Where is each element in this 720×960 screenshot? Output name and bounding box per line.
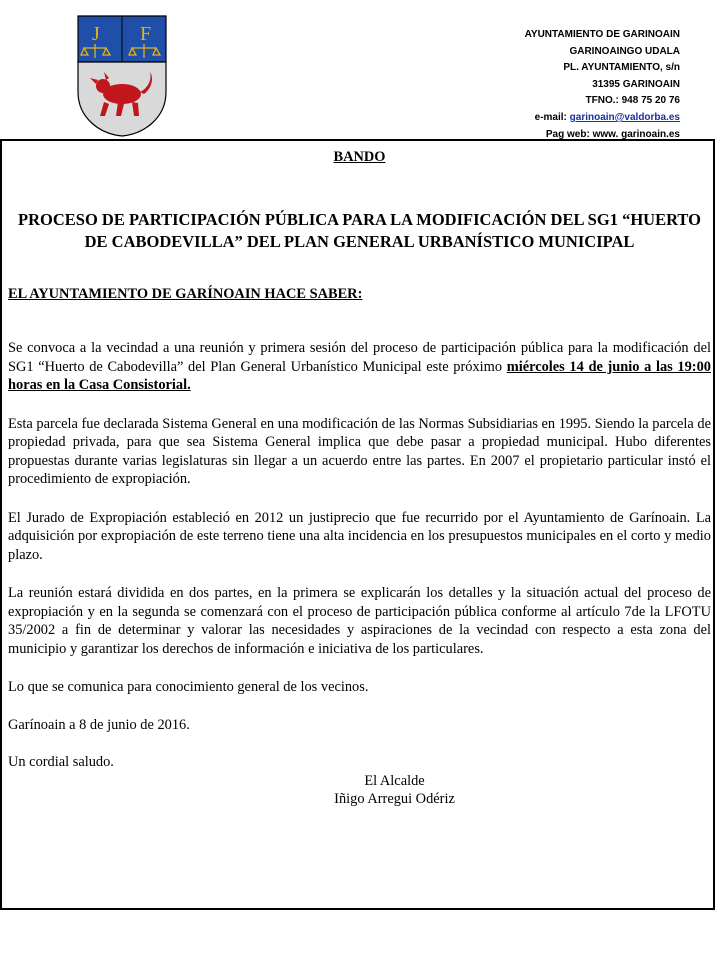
notice-title: PROCESO DE PARTICIPACIÓN PÚBLICA PARA LA MODIFICACIÓN DEL SG1 “HUERTO DE CABODEVILLA” DEL PLAN GENERAL URBANÍSTICO MUNICIPAL <box>18 209 701 251</box>
notice-heading: BANDO <box>333 149 386 165</box>
paragraph-expropriation: El Jurado de Expropiación estableció en 2012 un justiprecio que fue recurrido por el Ayuntamiento de Garínoain. La adquisición por expropiación de este terreno tiene una alta incidencia en los presupuestos municipales en el corto y medio plazo. <box>8 509 711 563</box>
paragraph-meeting-agenda: La reunión estará dividida en dos partes, en la primera se explicarán los detalles y la situación actual del proceso de expropiación y en la segunda se comenzará con el proceso de participación pública conforme al artículo 7de la LFOTU 35/2002 a fin de determinar y valorar las necesidades y aspiraciones de la vecindad con respecto a esta zona del municipio y garantizar los derechos de información e iniciativa de los particulares. <box>8 585 711 657</box>
convocation-text: Se convoca a la vecindad a una reunión y primera sesión del proceso de participación pública para la modificación del SG1 “Huerto de Cabodevilla” del Plan General Urbanístico Municipal este próximo <box>8 340 711 375</box>
paragraph-convocation <box>8 339 711 395</box>
letterhead-name-basque: GARINOAINGO UDALA <box>569 45 680 57</box>
signer-role: El Alcalde <box>364 772 425 789</box>
letterhead-email-line <box>350 110 680 127</box>
letterhead-postal-code: 31395 GARINOAIN <box>592 78 680 90</box>
letterhead-website: Pag web: www. garinoain.es <box>545 128 680 140</box>
place-and-date: Garínoain a 8 de junio de 2016. <box>8 716 190 733</box>
meeting-date: miércoles 14 de junio a las 19:00 horas en la Casa Consistorial. <box>8 358 711 393</box>
paragraph-background: Esta parcela fue declarada Sistema General en una modificación de las Normas Subsidiarias en 1995. Siendo la parcela de propiedad privada, para que sea Sistema General implica que debe pasar a propiedad municipal. Hubo diferentes propuestas durante varias legislaturas sin llegar a un acuerdo entre las partes. En 2007 el propietario particular instó el procedimiento de expropiación. <box>8 415 711 487</box>
letterhead-name: AYUNTAMIENTO DE GARINOAIN <box>524 29 680 40</box>
paragraph-communication: Lo que se comunica para conocimiento general de los vecinos. <box>8 679 369 695</box>
announcement-intro: EL AYUNTAMIENTO DE GARÍNOAIN HACE SABER: <box>8 285 363 302</box>
notice-body <box>8 146 711 809</box>
email-label: e-mail: <box>534 111 570 123</box>
greeting: Un cordial saludo. <box>8 754 114 770</box>
letterhead-phone: TFNO.: 948 75 20 76 <box>585 95 680 107</box>
signer-name: Iñigo Arregui Odériz <box>334 791 455 807</box>
email-link[interactable]: garinoain@valdorba.es <box>569 111 680 123</box>
crest-letter-f: F <box>140 23 152 45</box>
letterhead <box>350 27 680 143</box>
crest-letter-j: J <box>92 23 100 45</box>
signature-block <box>8 772 711 809</box>
letterhead-address: PL. AYUNTAMIENTO, s/n <box>563 62 680 74</box>
coat-of-arms-image <box>76 14 168 138</box>
